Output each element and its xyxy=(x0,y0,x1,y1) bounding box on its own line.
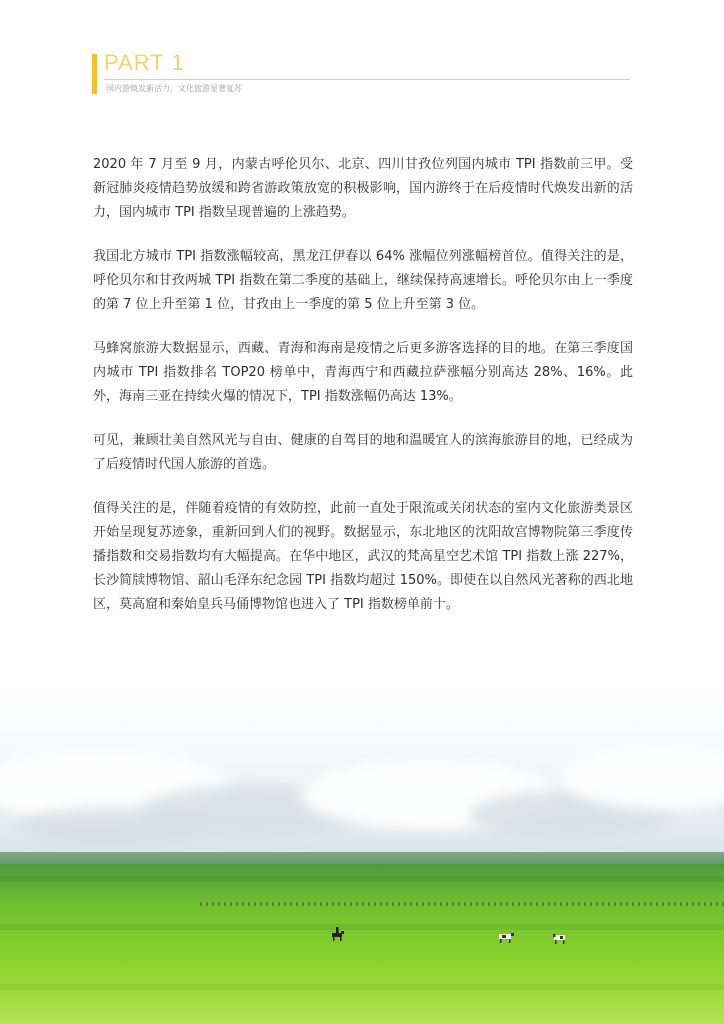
grassland xyxy=(0,864,724,1024)
distant-herd xyxy=(200,902,724,906)
grassland-photo xyxy=(0,690,724,1024)
paragraph-2: 我国北方城市 TPI 指数涨幅较高，黑龙江伊春以 64% 涨幅位列涨幅榜首位。值得关注的是，呼伦贝尔和甘孜两城 TPI 指数在第二季度的基础上，继续保持高速增长。呼伦贝尔由上一季度的第 7 位上升至第 1 位，甘孜由上一季度的第 5 位上升至第 3 位。 xyxy=(93,249,633,312)
sky xyxy=(0,690,724,865)
grass-streak xyxy=(0,876,724,882)
header-divider xyxy=(104,79,630,80)
grass-streak xyxy=(0,924,724,930)
cow-icon xyxy=(497,932,515,944)
accent-bar xyxy=(92,54,97,94)
paragraph-3: 马蜂窝旅游大数据显示，西藏、青海和海南是疫情之后更多游客选择的目的地。在第三季度国内城市 TPI 指数排名 TOP20 榜单中，青海西宁和西藏拉萨涨幅分别高达 28%、16%。此外，海南三亚在持续火爆的情况下，TPI 指数涨幅仍高达 13%。 xyxy=(93,341,633,404)
paragraph-4: 可见，兼顾壮美自然风光与自由、健康的自驾目的地和温暖宜人的滨海旅游目的地，已经成为了后疫情时代国人旅游的首选。 xyxy=(93,433,633,472)
page-header xyxy=(92,50,632,100)
paragraph-1: 2020 年 7 月至 9 月，内蒙古呼伦贝尔、北京、四川甘孜位列国内城市 TPI 指数前三甲。受新冠肺炎疫情趋势放缓和跨省游政策放宽的积极影响，国内游终于在后疫情时代焕发出新的活力，国内城市 TPI 指数呈现普遍的上涨趋势。 xyxy=(93,157,633,220)
cow-icon xyxy=(553,933,569,944)
cloud xyxy=(20,808,200,848)
grass-streak xyxy=(0,984,724,990)
article-body xyxy=(93,153,633,637)
part-title: PART 1 xyxy=(104,50,185,75)
paragraph-5: 值得关注的是，伴随着疫情的有效防控，此前一直处于限流或关闭状态的室内文化旅游类景区开始呈现复苏迹象，重新回到人们的视野。数据显示，东北地区的沈阳故宫博物院第三季度传播指数和交易指数均有大幅提高。在华中地区，武汉的梵高星空艺术馆 TPI 指数上涨 227%，长沙简牍博物馆、韶山毛泽东纪念园 TPI 指数均超过 150%。即使在以自然风光著称的西北地区，莫高窟和秦始皇兵马俑博物馆也进入了 TPI 指数榜单前十。 xyxy=(93,501,633,612)
horse-rider-icon xyxy=(330,925,346,941)
section-subtitle: 国内游焕发新活力，文化旅游显著复苏 xyxy=(106,84,242,93)
